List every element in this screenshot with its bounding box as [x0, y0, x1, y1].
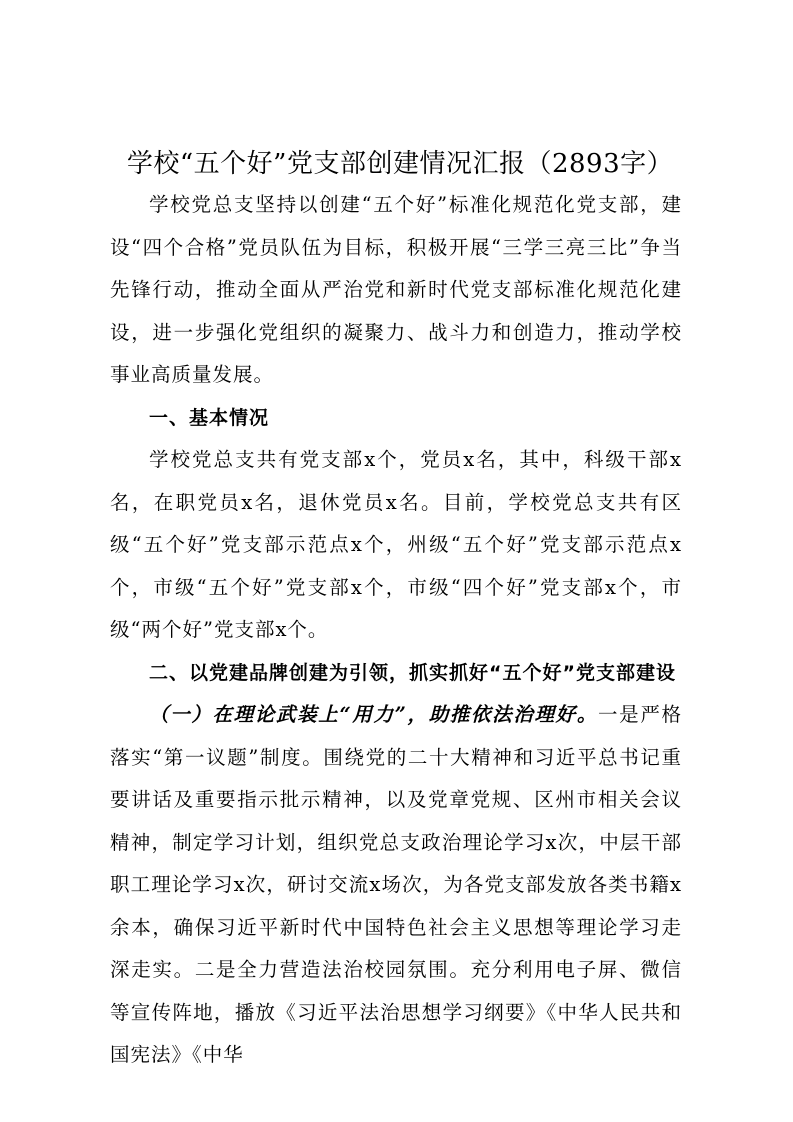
subsection-heading-theory: （一）在理论武装上“用力”，助推依法治理好。 [149, 703, 598, 726]
intro-paragraph: 学校党总支坚持以创建“五个好”标准化规范化党支部，建设“四个合格”党员队伍为目标，积极开展“三学三亮三比”争当先锋行动，推动全面从严治党和新时代党支部标准化规范化建设，进一步强化党组织的凝聚力、战斗力和创造力，推动学校事业高质量发展。 [110, 193, 682, 386]
basic-situation-paragraph: 学校党总支共有党支部x个，党员x名，其中，科级干部x名，在职党员x名，退休党员x名。目前，学校党总支共有区级“五个好”党支部示范点x个，州级“五个好”党支部示范点x个，市级“五个好”党支部x个，市级“四个好”党支部x个，市级“两个好”党支部x个。 [110, 448, 682, 641]
section-heading-brand-building: 二、以党建品牌创建为引领，抓实抓好“五个好”党支部建设 [149, 661, 676, 684]
document-title: 学校“五个好”党支部创建情况汇报（2893字） [126, 149, 674, 179]
section-heading-basic-situation: 一、基本情况 [149, 406, 270, 429]
theory-paragraph [110, 694, 682, 1077]
document-body [110, 184, 682, 1077]
theory-paragraph-body: 一是严格落实“第一议题”制度。围绕党的二十大精神和习近平总书记重要讲话及重要指示批示精神，以及党章党规、区州市相关会议精神，制定学习计划，组织党总支政治理论学习x次，中层干部职工理论学习x次，研讨交流x场次，为各党支部发放各类书籍x余本，确保习近平新时代中国特色社会主义思想等理论学习走深走实。二是全力营造法治校园氛围。充分利用电子屏、微信等宣传阵地，播放《习近平法治思想学习纲要》《中华人民共和国宪法》《中华 [110, 703, 682, 1066]
